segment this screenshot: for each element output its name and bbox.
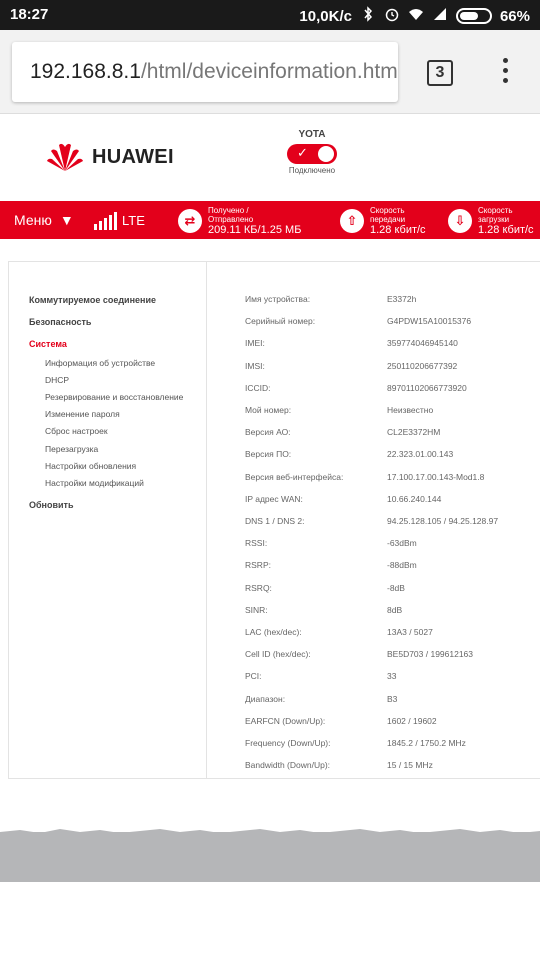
footer-wave bbox=[0, 826, 540, 838]
sidebar-subitem-mod-settings[interactable]: Настройки модификаций bbox=[45, 478, 144, 488]
huawei-logo bbox=[46, 141, 174, 173]
info-key: DNS 1 / DNS 2: bbox=[245, 516, 305, 526]
info-row bbox=[245, 494, 535, 508]
sidebar-item-system[interactable]: Система bbox=[29, 339, 67, 349]
info-row bbox=[245, 760, 535, 774]
info-value: 15 / 15 MHz bbox=[387, 760, 433, 771]
download-value: 1.28 кбит/с bbox=[478, 224, 534, 236]
sidebar-subitem-dhcp[interactable]: DHCP bbox=[45, 375, 70, 385]
connection-status: Подключено bbox=[288, 166, 336, 175]
connection-toggle[interactable] bbox=[287, 144, 337, 164]
sidebar-subitem-password[interactable]: Изменение пароля bbox=[45, 409, 120, 419]
traffic-label: Получено / Отправлено bbox=[208, 206, 254, 224]
info-value: 89701102066773920 bbox=[387, 382, 467, 393]
menu-label: Меню bbox=[14, 212, 52, 228]
router-header bbox=[0, 115, 540, 201]
info-row bbox=[245, 427, 535, 441]
info-key: RSRQ: bbox=[245, 582, 272, 593]
download-label: Скорость загрузки bbox=[478, 206, 513, 224]
cell-signal-icon bbox=[432, 6, 448, 26]
network-speed: 10,0K/c bbox=[299, 7, 352, 25]
main-content bbox=[8, 261, 540, 779]
info-key: Версия ПО: bbox=[245, 449, 292, 460]
info-value: 250110206677392 bbox=[387, 360, 458, 371]
browser-toolbar bbox=[0, 30, 540, 114]
sidebar bbox=[9, 262, 207, 779]
info-value: CL2E3372HM bbox=[387, 427, 441, 438]
info-value: BE5D703 / 199612163 bbox=[387, 649, 474, 660]
info-key: RSRP: bbox=[245, 560, 271, 571]
info-value: G4PDW15A10015376 bbox=[387, 316, 472, 327]
huawei-flower-icon bbox=[46, 141, 84, 173]
check-icon: ✓ bbox=[297, 145, 308, 160]
info-row bbox=[245, 472, 535, 486]
info-value: 17.100.17.00.143-Mod1.8 bbox=[387, 471, 485, 482]
info-key: ICCID: bbox=[245, 382, 271, 393]
sidebar-subitem-reboot[interactable]: Перезагрузка bbox=[45, 444, 99, 454]
bluetooth-icon bbox=[360, 6, 376, 26]
info-key: EARFCN (Down/Up): bbox=[245, 715, 326, 726]
sidebar-item-security[interactable]: Безопасность bbox=[29, 317, 92, 327]
signal-strength-icon bbox=[94, 210, 117, 230]
address-bar[interactable] bbox=[12, 42, 398, 102]
info-key: RSSI: bbox=[245, 538, 268, 549]
info-value: Неизвестно bbox=[387, 405, 434, 415]
info-row bbox=[245, 538, 535, 552]
sidebar-item-dialup[interactable]: Коммутируемое соединение bbox=[29, 295, 156, 305]
footer-band bbox=[0, 832, 540, 882]
info-key: PCI: bbox=[245, 671, 262, 682]
info-value: -63dBm bbox=[387, 538, 417, 549]
info-row bbox=[245, 361, 535, 375]
transfer-icon: ⇄ bbox=[178, 209, 202, 233]
info-value: B3 bbox=[387, 693, 398, 704]
info-value: -8dB bbox=[387, 582, 405, 593]
info-key: Имя устройства: bbox=[245, 294, 311, 304]
info-value: 1602 / 19602 bbox=[387, 715, 437, 726]
info-row bbox=[245, 738, 535, 752]
info-value: 13A3 / 5027 bbox=[387, 627, 433, 637]
info-row bbox=[245, 560, 535, 574]
upload-icon: ⇧ bbox=[340, 209, 364, 233]
operator-panel bbox=[282, 129, 342, 175]
info-key: Мой номер: bbox=[245, 405, 292, 415]
info-row bbox=[245, 449, 535, 463]
info-row bbox=[245, 605, 535, 619]
info-key: Диапазон: bbox=[245, 693, 286, 704]
upload-stat bbox=[340, 206, 426, 236]
alarm-icon bbox=[384, 6, 400, 26]
status-bar-red bbox=[0, 201, 540, 239]
status-time: 18:27 bbox=[10, 6, 49, 23]
wifi-icon bbox=[408, 6, 424, 26]
overflow-menu-icon[interactable] bbox=[500, 58, 510, 88]
info-key: IMEI: bbox=[245, 338, 265, 349]
info-value: 33 bbox=[387, 671, 397, 682]
info-key: IMSI: bbox=[245, 360, 265, 371]
info-key: Cell ID (hex/dec): bbox=[245, 649, 311, 660]
info-key: Версия АО: bbox=[245, 427, 291, 438]
traffic-value: 209.11 КБ/1.25 МБ bbox=[208, 224, 302, 236]
info-row bbox=[245, 405, 535, 419]
sidebar-subitem-backup[interactable]: Резервирование и восстановление bbox=[45, 392, 184, 402]
info-row bbox=[245, 649, 535, 663]
sidebar-subitem-device-info[interactable]: Информация об устройстве bbox=[45, 358, 156, 368]
toggle-knob bbox=[318, 146, 334, 162]
url-host: 192.168.8.1 bbox=[30, 60, 141, 83]
sidebar-subitem-reset[interactable]: Сброс настроек bbox=[45, 426, 108, 436]
info-row bbox=[245, 338, 535, 352]
url-text[interactable] bbox=[30, 60, 398, 84]
info-value: 359774046945140 bbox=[387, 338, 458, 349]
info-key: Frequency (Down/Up): bbox=[245, 738, 331, 748]
info-key: SINR: bbox=[245, 604, 268, 615]
url-path: /html/deviceinformation.htm bbox=[140, 60, 398, 83]
info-row bbox=[245, 694, 535, 708]
caret-down-icon: ▼ bbox=[59, 212, 74, 228]
upload-label: Скорость передачи bbox=[370, 206, 406, 224]
info-row bbox=[245, 671, 535, 685]
info-row bbox=[245, 716, 535, 730]
upload-value: 1.28 кбит/с bbox=[370, 224, 426, 236]
tab-switcher-button[interactable]: 3 bbox=[427, 60, 453, 86]
operator-name: YOTA bbox=[298, 129, 326, 140]
info-value: 8dB bbox=[387, 604, 403, 615]
info-key: Bandwidth (Down/Up): bbox=[245, 760, 331, 771]
download-stat bbox=[448, 206, 534, 236]
info-value: -88dBm bbox=[387, 560, 417, 571]
info-value: 1845.2 / 1750.2 MHz bbox=[387, 738, 466, 748]
info-row bbox=[245, 294, 535, 308]
info-key: Версия веб-интерфейса: bbox=[245, 471, 344, 482]
brand-name: HUAWEI bbox=[92, 145, 174, 168]
sidebar-item-update[interactable]: Обновить bbox=[29, 500, 74, 510]
battery-icon bbox=[456, 8, 492, 24]
info-key: Серийный номер: bbox=[245, 316, 316, 327]
info-key: IP адрес WAN: bbox=[245, 493, 303, 504]
info-value: E3372h bbox=[387, 294, 417, 304]
download-icon: ⇩ bbox=[448, 209, 472, 233]
info-row bbox=[245, 316, 535, 330]
status-bar bbox=[0, 0, 540, 30]
sidebar-subitem-update-settings[interactable]: Настройки обновления bbox=[45, 461, 137, 471]
battery-percent: 66% bbox=[499, 7, 530, 25]
info-value: 10.66.240.144 bbox=[387, 493, 442, 504]
info-value: 22.323.01.00.143 bbox=[387, 449, 454, 460]
menu-button[interactable] bbox=[14, 212, 74, 228]
info-row bbox=[245, 516, 535, 530]
info-row bbox=[245, 627, 535, 641]
traffic-stat bbox=[178, 206, 301, 236]
info-row bbox=[245, 383, 535, 397]
info-key: LAC (hex/dec): bbox=[245, 627, 302, 637]
network-type: LTE bbox=[122, 213, 145, 228]
info-row bbox=[245, 583, 535, 597]
info-value: 94.25.128.105 / 94.25.128.97 bbox=[387, 516, 499, 526]
